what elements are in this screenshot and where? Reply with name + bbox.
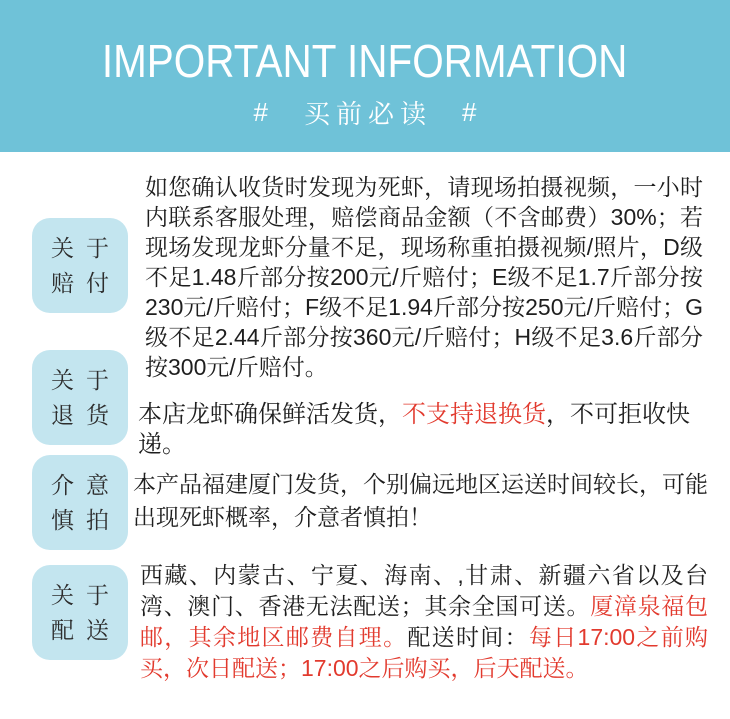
page-title-text: IMPORTANT INFORMATION <box>102 35 628 87</box>
hash-right-icon: # <box>462 97 477 127</box>
caution-text <box>133 468 711 534</box>
label-line: 关于 <box>51 234 121 261</box>
label-line: 关于 <box>51 581 121 608</box>
page-title <box>0 36 730 86</box>
page-subtitle-text: 买前必读 <box>303 99 432 129</box>
label-line: 赔付 <box>51 269 121 296</box>
hash-left-icon: # <box>253 97 268 127</box>
label-line: 关于 <box>51 366 121 393</box>
returns-text <box>138 400 723 460</box>
header-banner <box>0 0 730 152</box>
text-segment: 如您确认收货时发现为死虾，请现场拍摄视频，一小时内联系客服处理，赔偿商品金额（不含邮费）30%；若现场发现龙虾分量不足，现场称重拍摄视频/照片，D级不足1.48斤部分按200元/斤赔付；E级不足1.7斤部分按230元/斤赔付；F级不足1.94斤部分按250元/斤赔付；G级不足2.44斤部分按360元/斤赔付；H级不足3.6斤部分按300元/斤赔付。 <box>145 174 703 380</box>
page-subtitle <box>0 94 730 131</box>
text-segment: 厦漳泉福包邮，其余地区邮费自理。 <box>140 593 709 650</box>
section-label-shipping <box>32 565 128 660</box>
text-segment: 配送时间： <box>407 624 529 650</box>
label-line: 慎拍 <box>51 506 121 533</box>
text-segment: 本店龙虾确保鲜活发货， <box>138 401 402 428</box>
label-line: 配送 <box>51 616 121 643</box>
section-label-compensation <box>32 218 128 313</box>
text-segment: 不支持退换货 <box>402 401 546 428</box>
section-label-returns <box>32 350 128 445</box>
text-segment: 本产品福建厦门发货，个别偏远地区运送时间较长，可能出现死虾概率，介意者慎拍！ <box>133 471 708 530</box>
text-segment: ，不可拒收快递。 <box>138 401 690 458</box>
text-segment: 西藏、内蒙古、宁夏、海南、,甘肃、新疆六省以及台湾、澳门、香港无法配送；其余全国可送。 <box>140 562 708 619</box>
shipping-text <box>140 560 708 684</box>
text-segment: 每日17:00之前购买，次日配送；17:00之后购买，后天配送。 <box>140 624 709 681</box>
label-line: 退货 <box>51 401 121 428</box>
section-label-caution <box>32 455 128 550</box>
compensation-text <box>145 172 703 382</box>
label-line: 介意 <box>51 471 121 498</box>
